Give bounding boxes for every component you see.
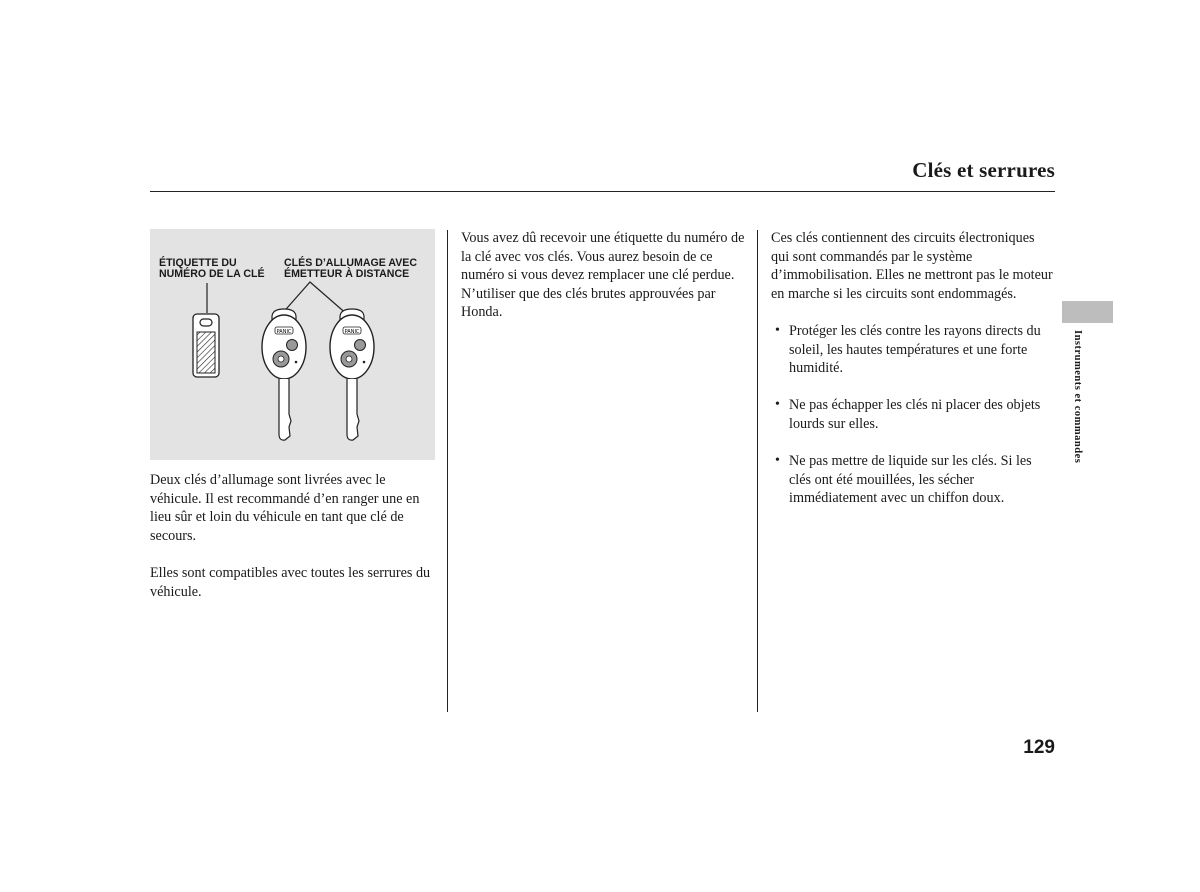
label-line: CLÉS D’ALLUMAGE AVEC (284, 257, 418, 269)
column-1 (150, 471, 435, 601)
paragraph: Elles sont compatibles avec toutes les serrures du véhicule. (150, 564, 431, 600)
ignition-key-icon (262, 309, 306, 440)
page-title: Clés et serrures (912, 158, 1055, 182)
paragraph: Vous avez dû recevoir une étiquette du numéro de la clé avec vos clés. Vous aurez besoin de ce numéro si vous devez remplacer une clé perdue. N’utiliser que des clés brutes approuvées par Honda. (461, 230, 745, 321)
paragraph: Ces clés contiennent des circuits électroniques qui sont commandés par le système d’immobilisation. Elles ne mettront pas le moteur en marche si les circuits sont endommagés. (771, 230, 1053, 302)
svg-text:PANIC: PANIC (276, 329, 292, 335)
key-number-tag-icon (193, 314, 219, 377)
keys-illustration (150, 229, 435, 460)
page-number: 129 (1023, 737, 1055, 758)
column-divider (757, 230, 758, 712)
label-line: ÉTIQUETTE DU (159, 257, 237, 269)
ignition-key-icon (330, 309, 374, 440)
label-line: NUMÉRO DE LA CLÉ (159, 268, 265, 280)
column-divider (447, 230, 448, 712)
precautions-list (771, 322, 1056, 508)
paragraph: Deux clés d’allumage sont livrées avec le véhicule. Il est recommandé d’en ranger une en lieu sûr et loin du véhicule en tant que clé de secours. (150, 472, 420, 544)
header-rule (150, 191, 1055, 192)
label-line: ÉMETTEUR À DISTANCE (284, 268, 410, 280)
section-tab-label: Instruments et commandes (1072, 330, 1083, 464)
list-item: • Ne pas échapper les clés ni placer des objets lourds sur elles. (771, 396, 1056, 433)
list-item: • Protéger les clés contre les rayons directs du soleil, les hautes températures et une forte humidité. (771, 322, 1056, 378)
column-2 (461, 229, 747, 322)
svg-text:PANIC: PANIC (344, 329, 360, 335)
column-3 (771, 229, 1056, 508)
key-figure (150, 229, 435, 460)
section-tab (1062, 301, 1113, 323)
list-item: • Ne pas mettre de liquide sur les clés. Si les clés ont été mouillées, les sécher immédiatement avec un chiffon doux. (771, 452, 1056, 508)
